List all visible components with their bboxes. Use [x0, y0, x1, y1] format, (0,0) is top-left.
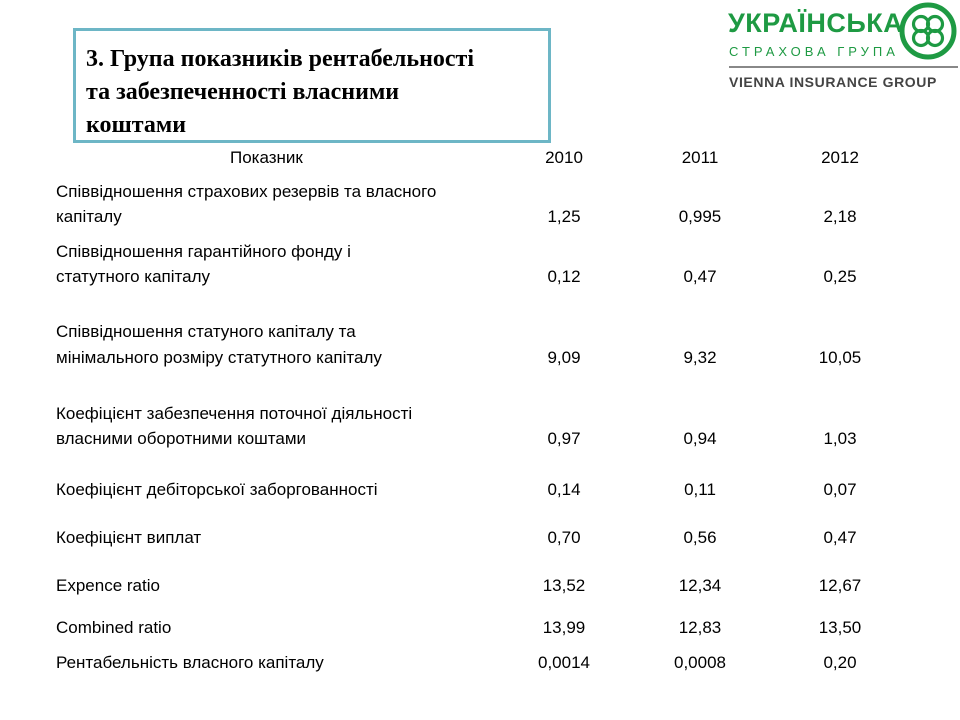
header-year-2010: 2010 [545, 148, 583, 167]
row-value: 0,995 [678, 207, 722, 226]
row-value: 12,83 [678, 618, 722, 637]
row-value: 0,07 [823, 480, 857, 499]
header-year-2012: 2012 [821, 148, 859, 167]
logo-divider [729, 66, 958, 68]
row-label: Співвідношення гарантійного фонду і [56, 242, 351, 261]
logo-name: УКРАЇНСЬКА [728, 8, 904, 38]
row-value: 0,47 [683, 267, 717, 286]
slide-title [73, 28, 551, 143]
row-value: 0,0008 [674, 653, 726, 672]
row-value: 12,67 [818, 576, 862, 595]
logo-subtitle: СТРАХОВА ГРУПА [729, 44, 899, 59]
row-label: Коефіцієнт виплат [56, 528, 202, 547]
row-label: Співвідношення страхових резервів та власного [56, 182, 437, 201]
logo-group-name: VIENNA INSURANCE GROUP [729, 74, 937, 90]
row-label: Рентабельність власного капіталу [56, 653, 324, 672]
row-value: 0,0014 [538, 653, 590, 672]
row-value: 9,32 [683, 348, 717, 367]
header-indicator: Показник [230, 148, 303, 167]
title-line: та забезпеченності власними [86, 79, 400, 105]
row-label: Співвідношення статуного капіталу та [56, 322, 356, 341]
title-line: 3. Група показників рентабельності [86, 46, 475, 72]
row-value: 13,99 [542, 618, 586, 637]
row-label: статутного капіталу [56, 267, 211, 286]
row-label: власними оборотними коштами [56, 429, 307, 448]
row-label: Коефіцієнт забезпечення поточної діяльності [56, 404, 413, 423]
row-value: 0,70 [547, 528, 581, 547]
row-value: 10,05 [818, 348, 862, 367]
row-value: 1,25 [547, 207, 581, 226]
row-value: 2,18 [823, 207, 857, 226]
row-value: 0,11 [684, 480, 716, 499]
row-value: 0,20 [823, 653, 857, 672]
row-label: Combined ratio [56, 618, 172, 637]
row-value: 9,09 [547, 348, 581, 367]
header-year-2011: 2011 [681, 148, 719, 167]
title-line: коштами [86, 112, 187, 138]
row-value: 0,47 [823, 528, 857, 547]
row-value: 13,50 [818, 618, 862, 637]
company-logo [726, 0, 960, 100]
row-label: капіталу [56, 207, 122, 226]
row-value: 0,94 [683, 429, 717, 448]
row-value: 0,12 [547, 267, 581, 286]
row-value: 1,03 [823, 429, 857, 448]
row-value: 13,52 [542, 576, 586, 595]
row-value: 0,56 [683, 528, 717, 547]
row-value: 0,25 [823, 267, 857, 286]
row-value: 0,14 [547, 480, 581, 499]
row-label: мінімального розміру статутного капіталу [56, 348, 382, 367]
row-value: 12,34 [678, 576, 722, 595]
row-value: 0,97 [547, 429, 581, 448]
row-label: Коефіцієнт дебіторської заборгованності [56, 480, 378, 499]
row-label: Expence ratio [56, 576, 160, 595]
logo-knot-icon [898, 2, 958, 60]
